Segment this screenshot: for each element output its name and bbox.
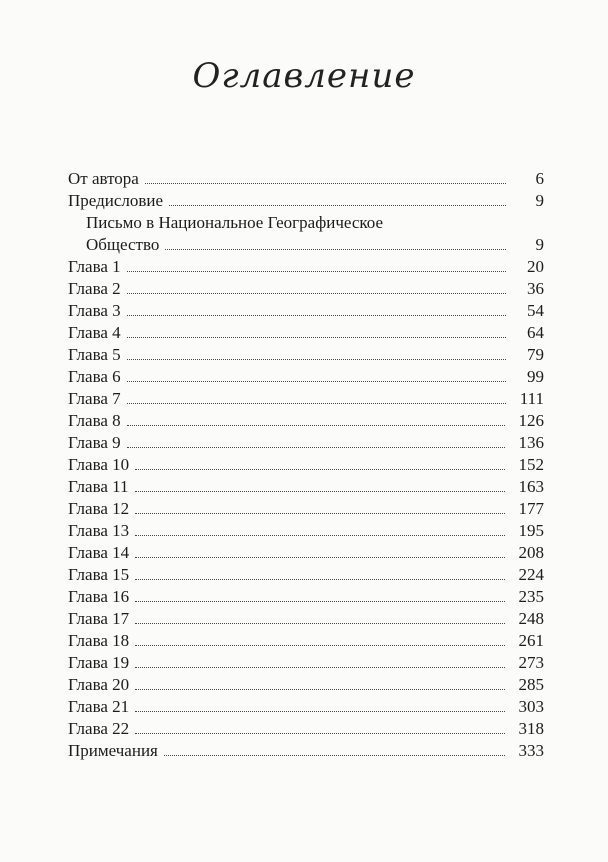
toc-entry-page: 318 [518, 719, 544, 738]
toc-entry-label: Глава 6 [68, 367, 121, 386]
toc-entry-label: Глава 7 [68, 389, 121, 408]
toc-entry-chapter [68, 344, 544, 366]
toc-entry-page: 9 [535, 235, 544, 254]
dot-leader [165, 249, 506, 250]
dot-leader [135, 579, 504, 580]
dot-leader [135, 689, 504, 690]
toc-entry-page: 224 [518, 565, 544, 584]
dot-leader [135, 557, 504, 558]
dot-leader [164, 755, 505, 756]
toc-entry-page: 195 [518, 521, 544, 540]
toc-entry-page: 20 [527, 257, 544, 276]
toc-entry-label: Глава 10 [68, 455, 130, 474]
toc-entry-page: 36 [527, 279, 544, 298]
dot-leader [127, 359, 506, 360]
toc-entry-page: 54 [527, 301, 544, 320]
toc-entry-chapter [68, 564, 544, 586]
toc-entry-chapter [68, 454, 544, 476]
dot-leader [135, 667, 504, 668]
toc-entry-label: Глава 17 [68, 609, 130, 628]
toc-entry-label: Глава 12 [68, 499, 130, 518]
toc-entry-label: Глава 18 [68, 631, 130, 650]
toc-entry-label: Глава 2 [68, 279, 121, 298]
dot-leader [135, 469, 504, 470]
toc-entry-label: Глава 15 [68, 565, 130, 584]
toc-entry-page: 64 [527, 323, 544, 342]
chapter-list [68, 256, 544, 740]
toc-entry-label: Предисловие [68, 191, 164, 210]
toc-entry-page: 261 [518, 631, 544, 650]
toc-entry-label: Глава 4 [68, 323, 121, 342]
toc-entry-chapter [68, 696, 544, 718]
toc-entry-chapter [68, 322, 544, 344]
table-of-contents [68, 168, 544, 762]
toc-entry-chapter [68, 366, 544, 388]
dot-leader [135, 645, 504, 646]
dot-leader [127, 381, 506, 382]
dot-leader [135, 733, 504, 734]
toc-entry-label: Глава 22 [68, 719, 130, 738]
toc-entry-letter [68, 234, 544, 256]
toc-entry-label: Общество [86, 235, 160, 254]
toc-entry-chapter [68, 608, 544, 630]
toc-entry-label: Примечания [68, 741, 158, 760]
toc-entry-page: 285 [518, 675, 544, 694]
toc-entry-label: От автора [68, 169, 139, 188]
toc-entry-chapter [68, 388, 544, 410]
toc-entry-chapter [68, 674, 544, 696]
toc-entry-chapter [68, 300, 544, 322]
toc-entry-page: 333 [518, 741, 544, 760]
dot-leader [127, 337, 506, 338]
toc-entry-notes [68, 740, 544, 762]
toc-entry-chapter [68, 586, 544, 608]
toc-entry-label: Глава 19 [68, 653, 130, 672]
dot-leader [127, 425, 505, 426]
toc-entry-page: 136 [518, 433, 544, 452]
toc-entry-chapter [68, 520, 544, 542]
toc-entry-label: Глава 8 [68, 411, 121, 430]
toc-entry-chapter [68, 410, 544, 432]
toc-entry-page: 9 [535, 191, 544, 210]
toc-entry-chapter [68, 256, 544, 278]
toc-entry-page: 273 [518, 653, 544, 672]
dot-leader [127, 403, 506, 404]
dot-leader [127, 293, 506, 294]
dot-leader [169, 205, 506, 206]
toc-entry-chapter [68, 718, 544, 740]
dot-leader [135, 601, 504, 602]
toc-entry-label: Глава 9 [68, 433, 121, 452]
toc-entry-page: 126 [518, 411, 544, 430]
toc-entry-chapter [68, 432, 544, 454]
toc-entry-page: 163 [518, 477, 544, 496]
toc-entry-label: Глава 13 [68, 521, 130, 540]
toc-entry-label: Глава 21 [68, 697, 130, 716]
toc-entry-author [68, 168, 544, 190]
toc-entry-chapter [68, 542, 544, 564]
toc-entry-preface [68, 190, 544, 212]
toc-entry-letter-line1: Письмо в Национальное Географическое [86, 213, 384, 232]
toc-entry-label: Глава 5 [68, 345, 121, 364]
dot-leader [145, 183, 506, 184]
toc-entry-label: Глава 11 [68, 477, 129, 496]
dot-leader [135, 535, 504, 536]
toc-entry-label: Глава 20 [68, 675, 130, 694]
toc-entry-page: 235 [518, 587, 544, 606]
toc-entry-chapter [68, 630, 544, 652]
toc-entry-page: 152 [518, 455, 544, 474]
dot-leader [127, 315, 506, 316]
toc-entry-page: 99 [527, 367, 544, 386]
dot-leader [127, 271, 506, 272]
toc-entry-page: 6 [535, 169, 544, 188]
toc-entry-label: Глава 14 [68, 543, 130, 562]
dot-leader [135, 623, 504, 624]
dot-leader [127, 447, 505, 448]
page-title: Оглавление [192, 56, 416, 96]
toc-entry-page: 79 [527, 345, 544, 364]
toc-entry-page: 177 [518, 499, 544, 518]
dot-leader [135, 513, 504, 514]
toc-entry-chapter [68, 652, 544, 674]
toc-entry-page: 208 [518, 543, 544, 562]
dot-leader [135, 711, 504, 712]
toc-entry-chapter [68, 498, 544, 520]
dot-leader [135, 491, 505, 492]
toc-entry-label: Глава 1 [68, 257, 121, 276]
toc-entry-label: Глава 3 [68, 301, 121, 320]
toc-entry-chapter [68, 476, 544, 498]
toc-entry-page: 303 [518, 697, 544, 716]
toc-entry-page: 111 [519, 389, 544, 408]
toc-entry-page: 248 [518, 609, 544, 628]
toc-entry-chapter [68, 278, 544, 300]
toc-entry-label: Глава 16 [68, 587, 130, 606]
